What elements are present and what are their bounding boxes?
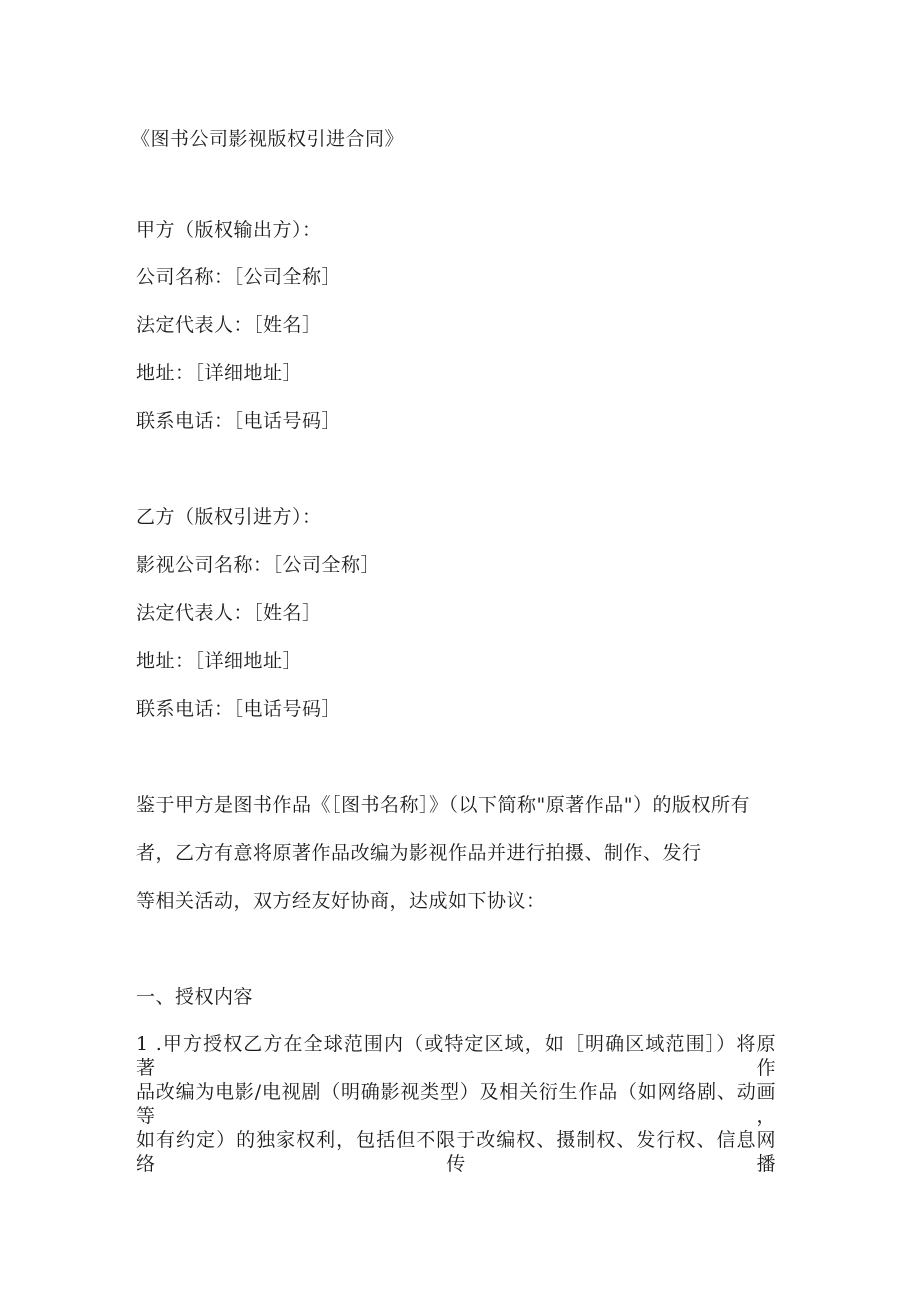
party-a-heading: 甲方（版权输出方）： bbox=[136, 219, 322, 241]
party-a-company: 公司名称：［公司全称］ bbox=[136, 266, 342, 288]
party-a-address: 地址：［详细地址］ bbox=[136, 362, 303, 384]
preamble-line-3: 等相关活动，双方经友好协商，达成如下协议： bbox=[136, 890, 546, 912]
party-b-company: 影视公司名称：［公司全称］ bbox=[136, 554, 381, 576]
section-1-item-1-line-2: 品改编为电影/电视剧（明确影视类型）及相关衍生作品（如网络剧、动画等， bbox=[136, 1081, 776, 1127]
preamble-line-1: 鉴于甲方是图书作品《［图书名称］》（以下简称"原著作品"）的版权所有 bbox=[136, 794, 750, 816]
document-title: 《图书公司影视版权引进合同》 bbox=[131, 128, 405, 150]
party-b-address: 地址：［详细地址］ bbox=[136, 650, 303, 672]
party-a-representative: 法定代表人：［姓名］ bbox=[136, 314, 322, 336]
section-1-heading: 一、授权内容 bbox=[136, 986, 254, 1008]
party-b-heading: 乙方（版权引进方）： bbox=[136, 506, 322, 528]
section-1-item-1-line-3: 如有约定）的独家权利，包括但不限于改编权、摄制权、发行权、信息网络传播 bbox=[136, 1129, 776, 1175]
party-b-phone: 联系电话：［电话号码］ bbox=[136, 698, 342, 720]
preamble-line-2: 者，乙方有意将原著作品改编为影视作品并进行拍摄、制作、发行 bbox=[136, 842, 702, 864]
party-a-phone: 联系电话：［电话号码］ bbox=[136, 410, 342, 432]
section-1-item-1-line-1: 1 .甲方授权乙方在全球范围内（或特定区域，如［明确区域范围］）将原著作 bbox=[136, 1033, 776, 1079]
party-b-representative: 法定代表人：［姓名］ bbox=[136, 602, 322, 624]
